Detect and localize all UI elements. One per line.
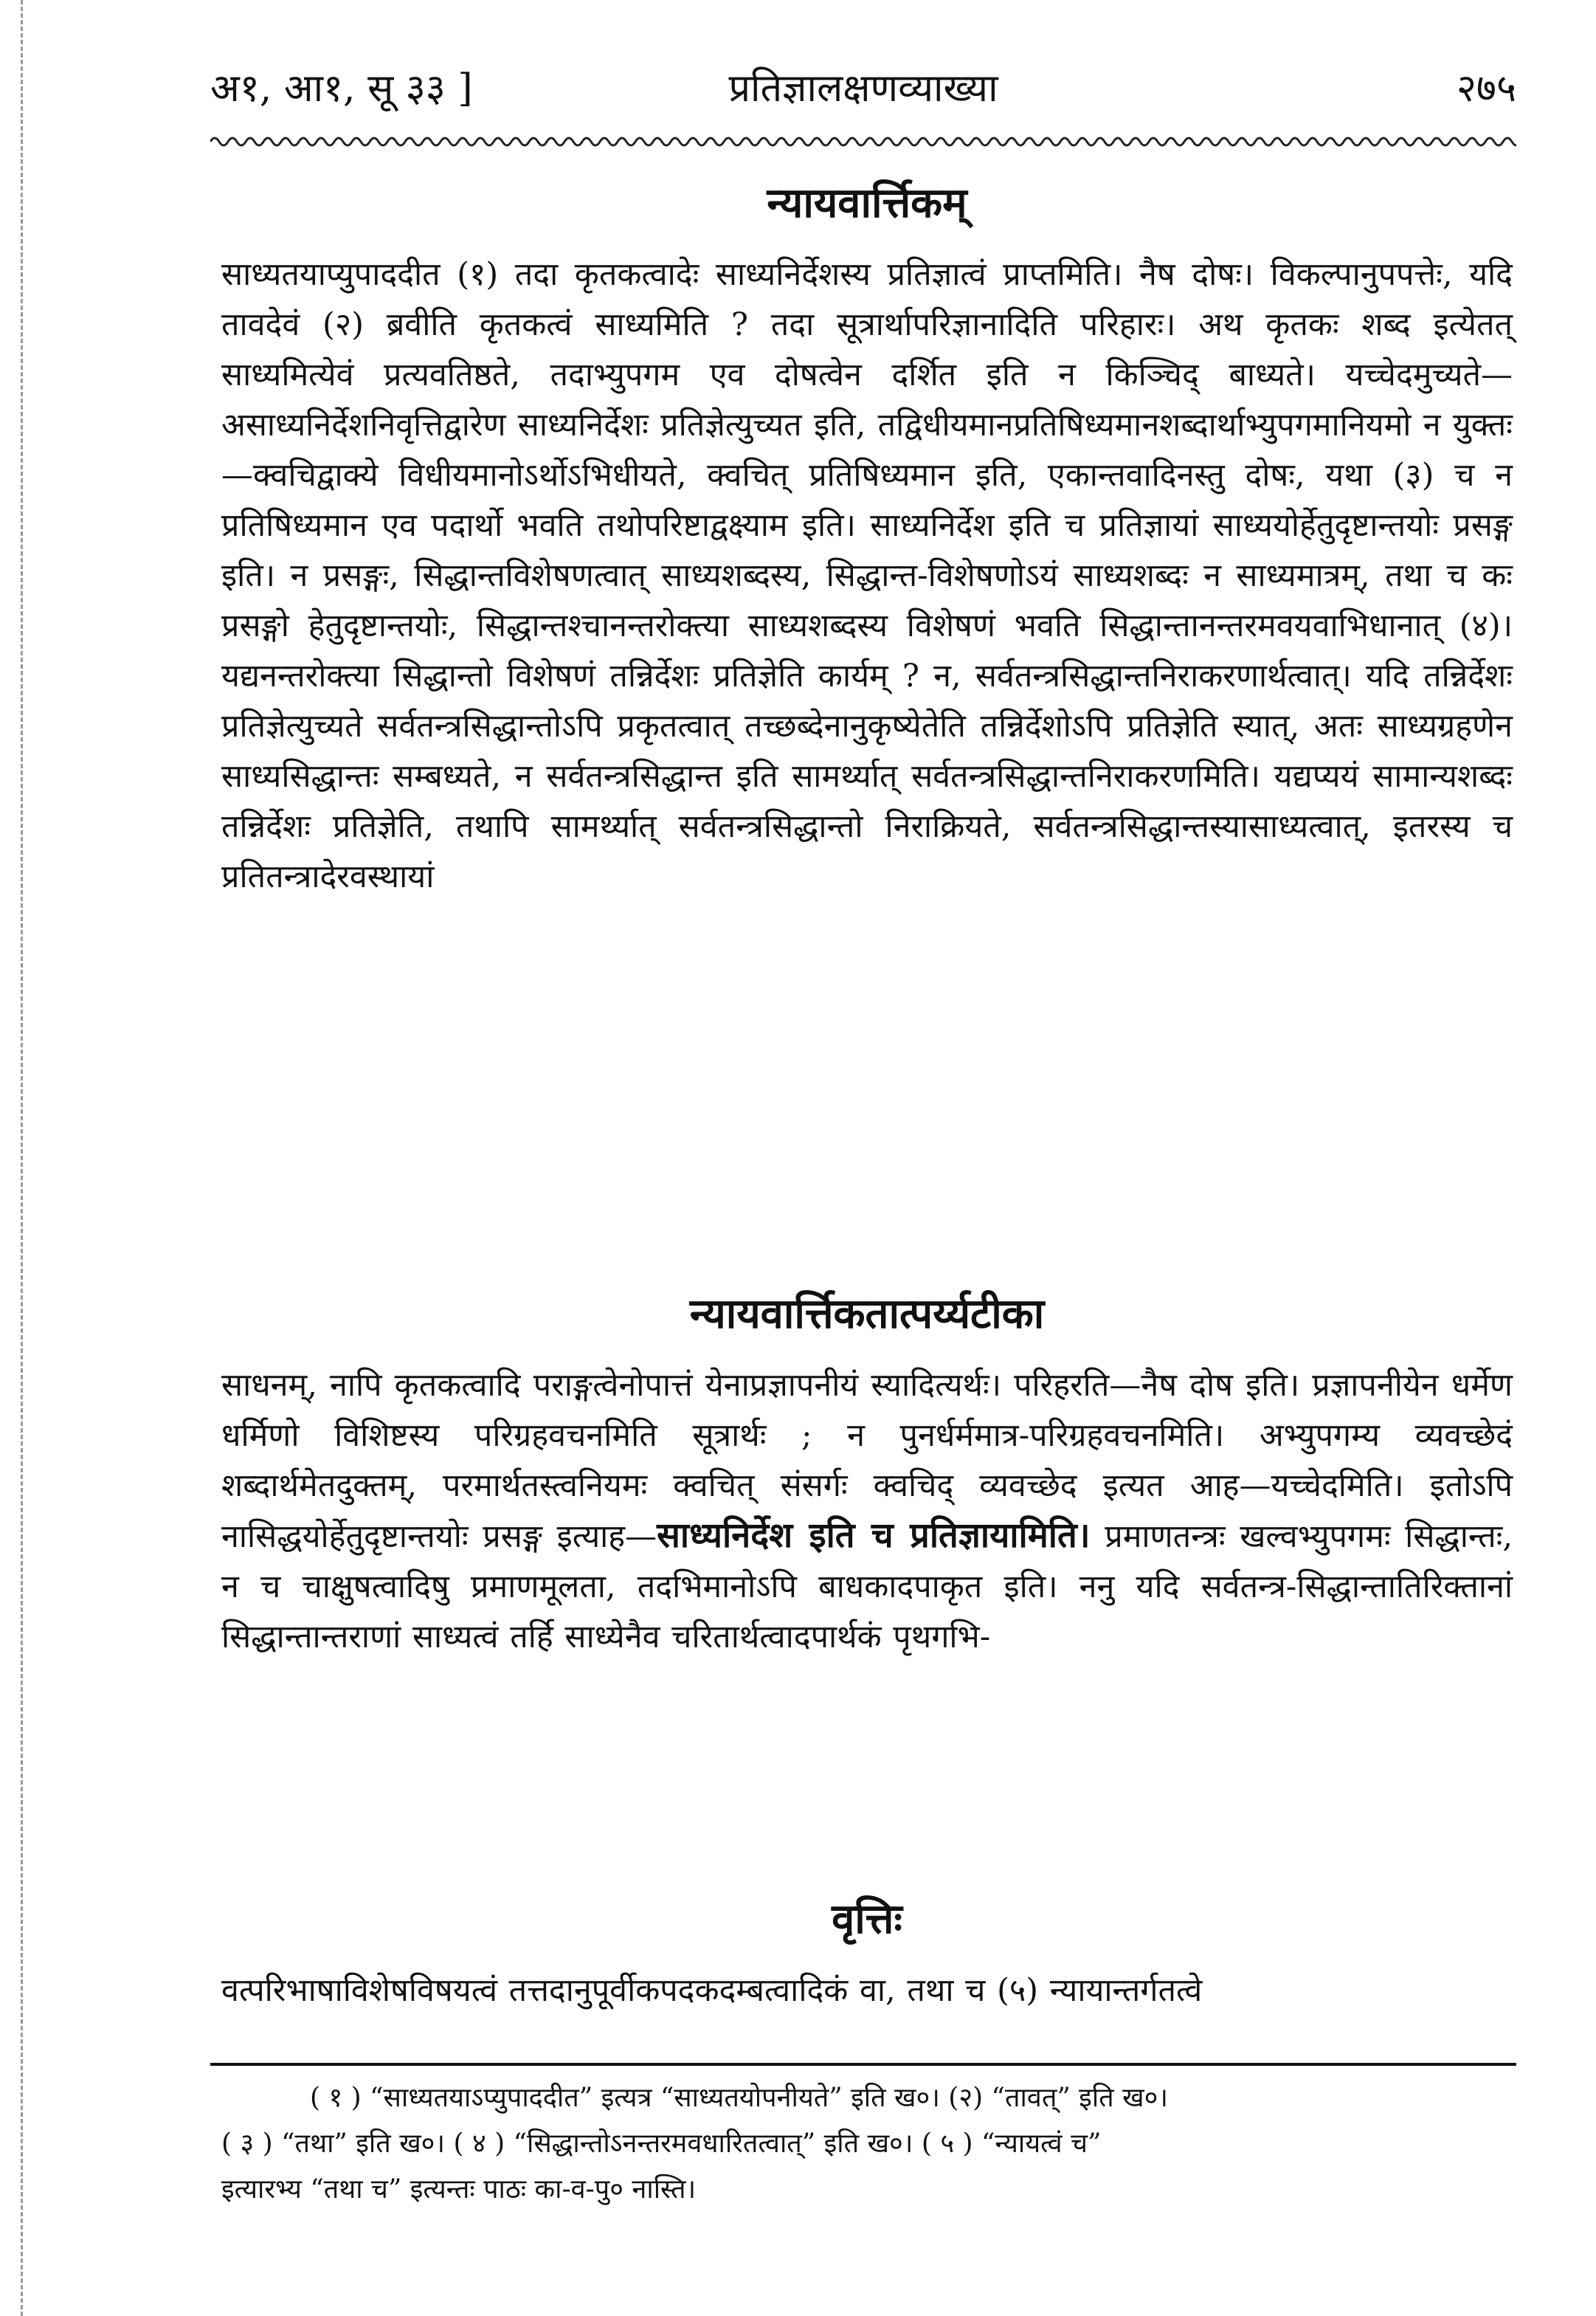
page-number: २७५ (1456, 66, 1516, 111)
running-header (210, 61, 1516, 120)
footnote-line: इत्यारभ्य “तथा च” इत्यन्तः पाठः का-व-पु० नास्ति। (221, 2174, 697, 2205)
footnotes (221, 2075, 1513, 2213)
header-wavy-rule (210, 133, 1516, 151)
footnote-line: ( १ ) “साध्यतयाऽप्युपाददीत” इत्यत्र “साध्यतयोपनीयते” इति ख०। (२) “तावत्” इति ख०। (310, 2083, 1168, 2113)
section-vritti (221, 1886, 1513, 2016)
body-text: प्रमाणतन्त्रः खल्वभ्युपगमः सिद्धान्तः, न च चाक्षुषत्वादिषु प्रमाणमूलता, तदभिमानोऽपि बाधकादपाकृत इति। ननु यदि सर्वतन्त्र-सिद्धान्तातिरिक्तानां सिद्धान्तान्तराणां साध्यत्वं तर्हि साध्येनैव चरितार्थत्वादपार्थकं पृथगभि- (221, 1518, 1513, 1655)
section-heading: न्यायवार्त्तिकतात्पर्य्यटीका (689, 1289, 1045, 1338)
section-heading: न्यायवार्त्तिकम् (767, 179, 967, 227)
footnote-divider (210, 2063, 1516, 2066)
section-body (221, 1360, 1513, 1662)
header-section-reference: अ१, आ१, सू ३३ ] (210, 66, 473, 111)
section-nyayavarttika (221, 170, 1513, 902)
section-heading: वृत्तिः (832, 1895, 902, 1943)
header-title: प्रतिज्ञालक्षणव्याख्या (728, 66, 998, 111)
body-text: साधनम्, नापि कृतकत्वादि पराङ्गत्वेनोपात्तं येनाप्रज्ञापनीयं स्यादित्यर्थः। परिहरति—नैष दोष इति। प्रज्ञापनीयेन धर्मेण धर्मिणो विशिष्टस्य परिग्रहवचनमिति सूत्रार्थः ; न पुनर्धर्ममात्र-परिग्रहवचनमिति। अभ्युपगम्य व्यवच्छेदं शब्दार्थमेतदुक्तम्, परमार्थतस्त्वनियमः क्वचित् संसर्गः क्वचिद् व्यवच्छेद इत्यत आह—यच्चेदमिति। इतोऽपि नासिद्धयोर्हेतुदृष्टान्तयोः प्रसङ्ग इत्याह— (221, 1367, 1513, 1555)
footnote-line: ( ३ ) “तथा” इति ख०। ( ४ ) “सिद्धान्तोऽनन्तरमवधारितत्वात्” इति ख०। ( ५ ) “न्यायत्वं च” (221, 2129, 1102, 2159)
section-body: साध्यतयाप्युपाददीत (१) तदा कृतकत्वादेः साध्यनिर्देशस्य प्रतिज्ञात्वं प्राप्तमिति। नैष दोषः। विकल्पानुपपत्तेः, यदि तावदेवं (२) ब्रवीति कृतकत्वं साध्यमिति ? तदा सूत्रार्थापरिज्ञानादिति परिहारः। अथ कृतकः शब्द इत्येतत् साध्यमित्येवं प्रत्यवतिष्ठते, तदाभ्युपगम एव दोषत्वेन दर्शित इति न किञ्चिद् बाध्यते। यच्चेदमुच्यते—असाध्यनिर्देशनिवृत्तिद्वारेण साध्यनिर्देशः प्रतिज्ञेत्युच्यत इति, तद्विधीयमानप्रतिषिध्यमानशब्दार्थाभ्युपगमानियमो न युक्तः—क्वचिद्वाक्ये विधीयमानोऽर्थोऽभिधीयते, क्वचित् प्रतिषिध्यमान इति, एकान्तवादिनस्तु दोषः, यथा (३) च न प्रतिषिध्यमान एव पदार्थो भवति तथोपरिष्टाद्वक्ष्याम इति। साध्यनिर्देश इति च प्रतिज्ञायां साध्ययोर्हेतुदृष्टान्तयोः प्रसङ्ग इति। न प्रसङ्गः, सिद्धान्तविशेषणत्वात् साध्यशब्दस्य, सिद्धान्त-विशेषणोऽयं साध्यशब्दः न साध्यमात्रम्, तथा च कः प्रसङ्गो हेतुदृष्टान्तयोः, सिद्धान्तश्चानन्तरोक्त्या साध्यशब्दस्य विशेषणं भवति सिद्धान्तानन्तरमवयवाभिधानात् (४)। यद्यनन्तरोक्त्या सिद्धान्तो विशेषणं तन्निर्देशः प्रतिज्ञेति कार्यम् ? न, सर्वतन्त्रसिद्धान्तनिराकरणार्थत्वात्। यदि तन्निर्देशः प्रतिज्ञेत्युच्यते सर्वतन्त्रसिद्धान्तोऽपि प्रकृतत्वात् तच्छब्देनानुकृष्येतेति तन्निर्देशोऽपि प्रतिज्ञेति स्यात्, अतः साध्यग्रहणेन साध्यसिद्धान्तः सम्बध्यते, न सर्वतन्त्रसिद्धान्त इति सामर्थ्यात् सर्वतन्त्रसिद्धान्तनिराकरणमिति। यद्यप्ययं सामान्यशब्दः तन्निर्देशः प्रतिज्ञेति, तथापि सामर्थ्यात् सर्वतन्त्रसिद्धान्तो निराक्रियते, सर्वतन्त्रसिद्धान्तस्यासाध्यत्वात्, इतरस्य च प्रतितन्त्रादेरवस्थायां (221, 256, 1513, 895)
quoted-sutra-phrase: साध्यनिर्देश इति च प्रतिज्ञायामिति। (657, 1515, 1091, 1556)
binding-margin-line (21, 0, 23, 2316)
section-body: वत्परिभाषाविशेषविषयत्वं तत्तदानुपूर्वीकपदकदम्बत्वादिकं वा, तथा च (५) न्यायान्तर्गतत्वे (221, 1972, 1203, 2009)
section-tatparya-tika (221, 1281, 1513, 1662)
